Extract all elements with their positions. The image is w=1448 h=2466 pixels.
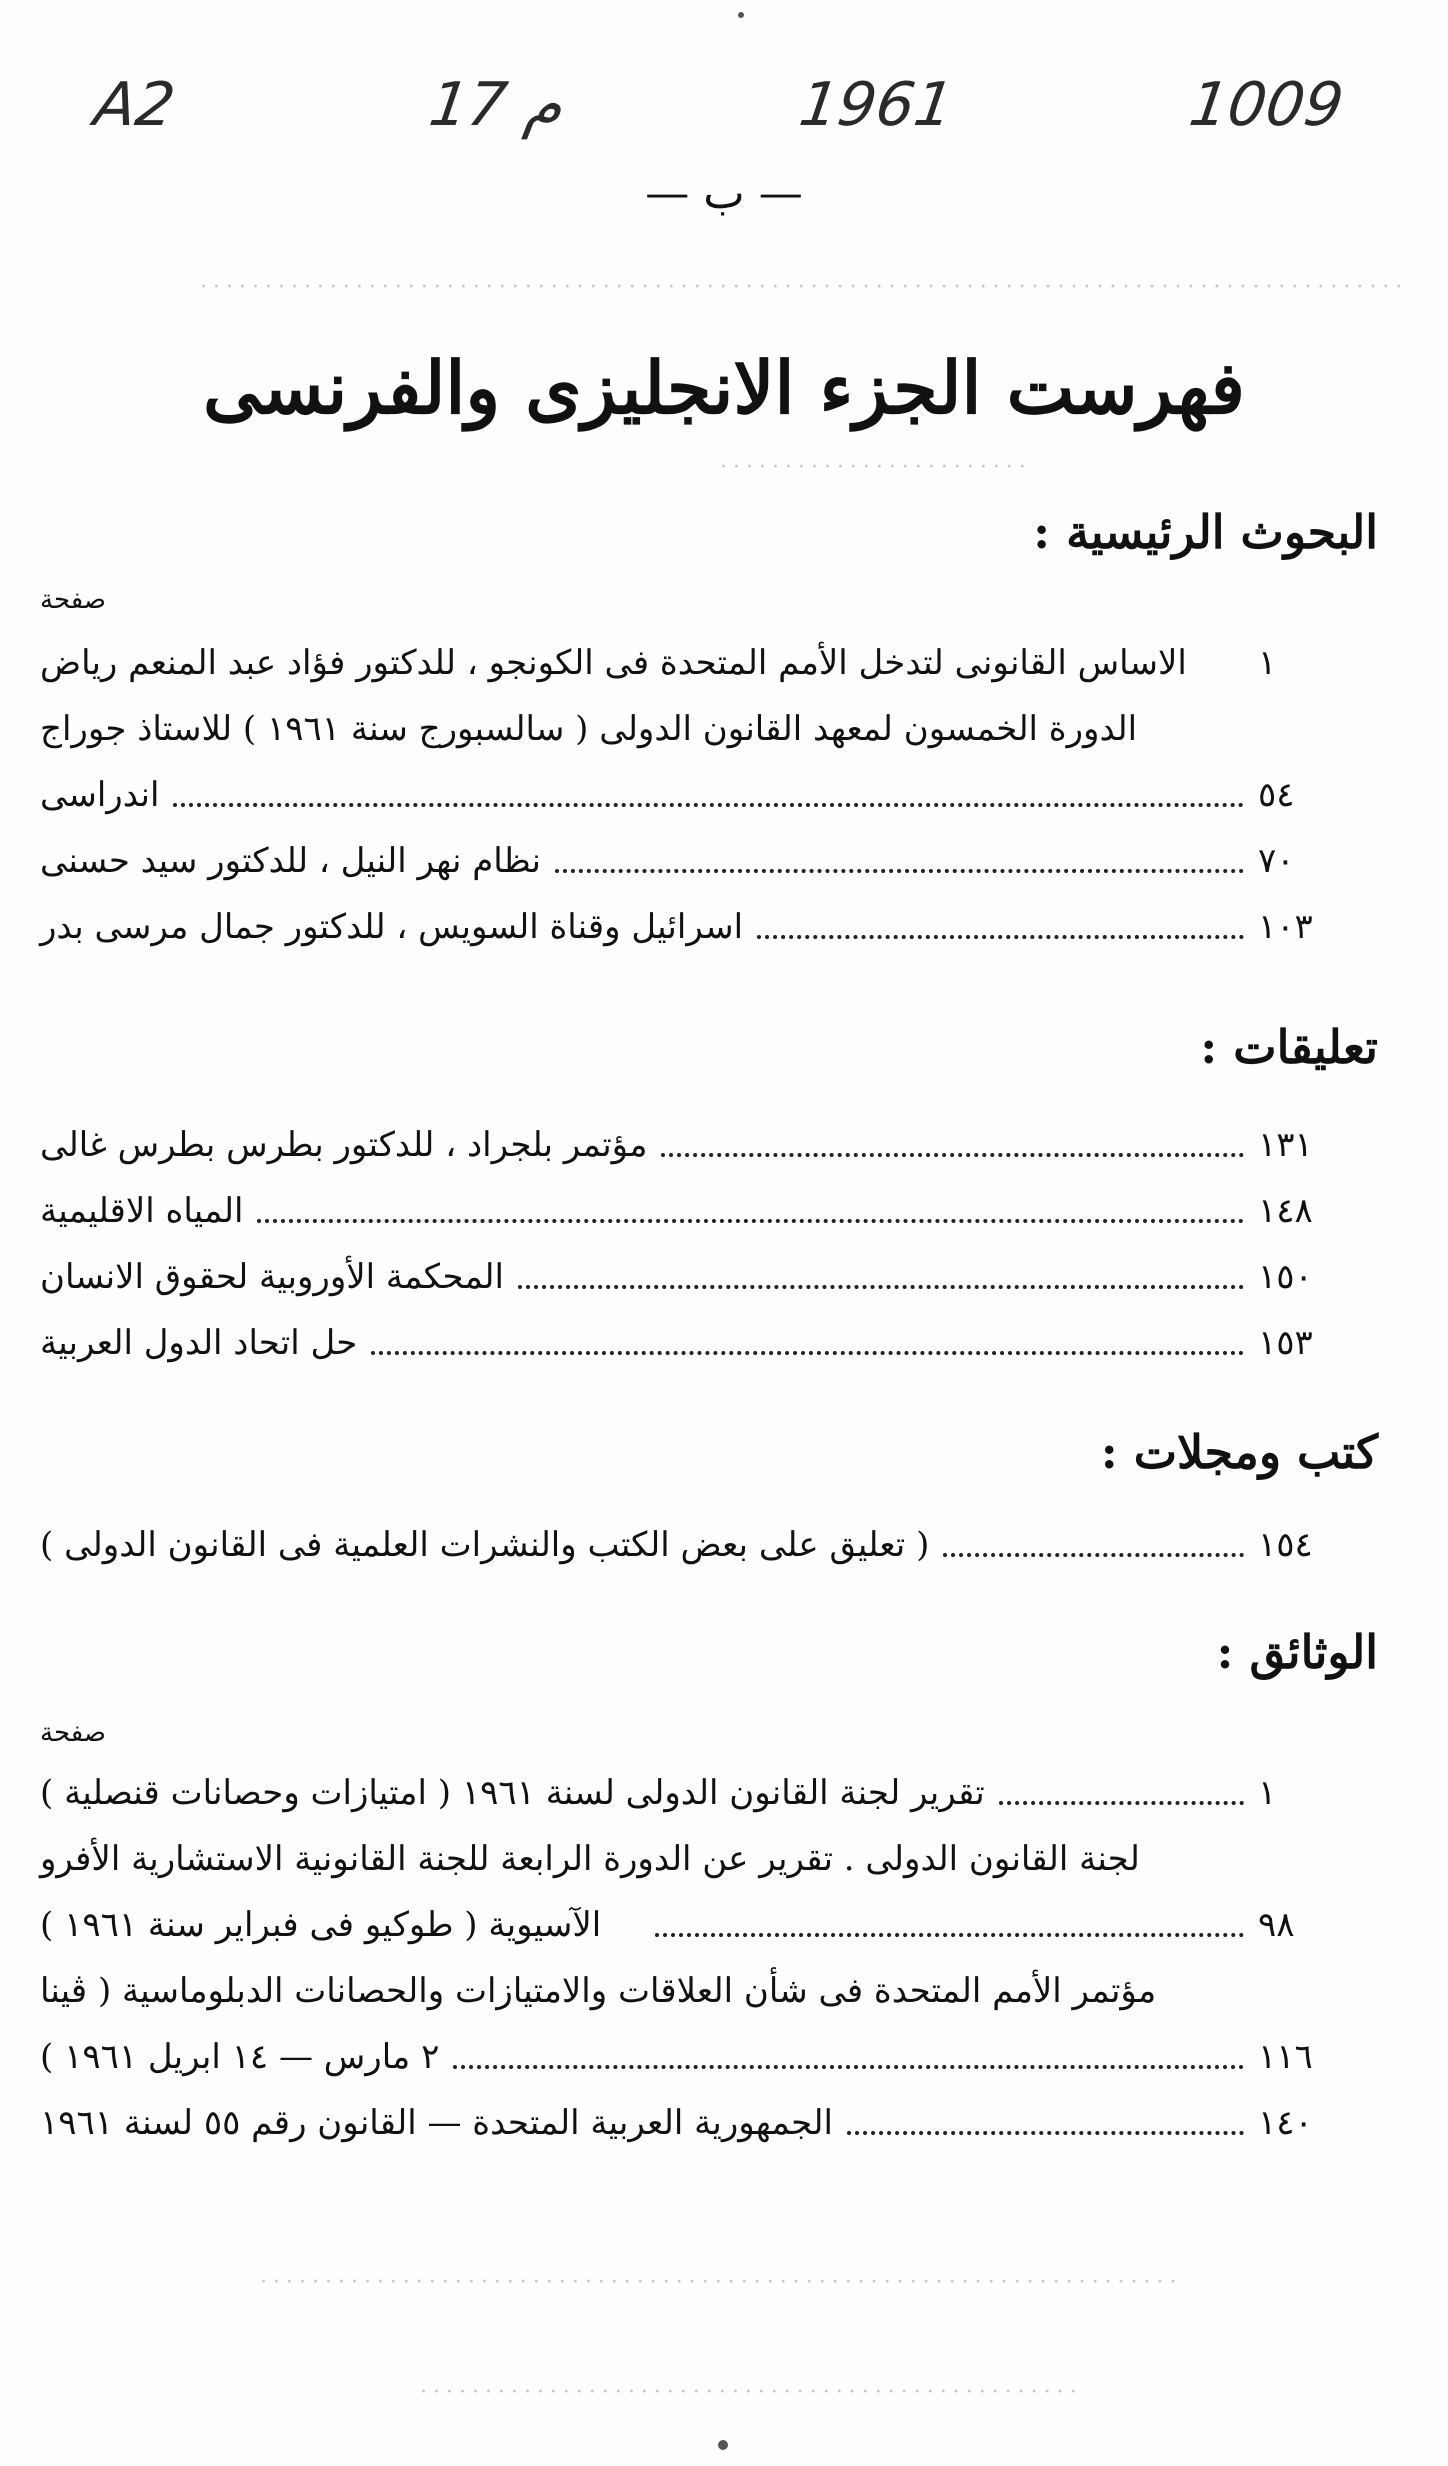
dot-leader	[661, 1153, 1244, 1157]
dot-leader	[453, 2065, 1244, 2069]
dot-leader	[555, 869, 1244, 873]
section-heading-books: كتب ومجلات :	[1100, 1425, 1378, 1479]
entry-page: ١٣١	[1258, 1125, 1313, 1165]
scan-bleed-line: ························	[720, 455, 1032, 480]
handwritten-code: A2	[90, 70, 180, 140]
entry-title: المياه الاقليمية	[40, 1191, 244, 1231]
scan-bleed-line: ·····························································································	[200, 275, 1409, 300]
entry-title: حل اتحاد الدول العربية	[40, 1323, 358, 1363]
section-heading-documents: الوثائق :	[1216, 1625, 1378, 1679]
document-entries	[40, 1760, 1378, 2156]
entry-title: الاساس القانونى لتدخل الأمم المتحدة فى الكونجو ، للدكتور فؤاد عبد المنعم رياض	[40, 643, 1187, 683]
toc-entry	[40, 1958, 1378, 2024]
entry-page: ٩٨	[1258, 1905, 1295, 1945]
dot-leader	[943, 1553, 1244, 1557]
toc-entry	[40, 1760, 1378, 1826]
toc-entry	[40, 1178, 1378, 1244]
entry-page: ١٥٣	[1258, 1323, 1313, 1363]
entry-title: الآسيوية ( طوكيو فى فبراير سنة ١٩٦١ )	[40, 1905, 602, 1945]
toc-entry	[40, 696, 1378, 762]
dot-leader	[757, 935, 1244, 939]
page-column-label: صفحة	[40, 1718, 106, 1748]
scan-bleed-line: ·······································································	[260, 2270, 1183, 2295]
book-entries	[40, 1512, 1378, 1578]
entry-title: لجنة القانون الدولى . تقرير عن الدورة الرابعة للجنة القانونية الاستشارية الأفرو	[40, 1839, 1140, 1879]
entry-page: ٥٤	[1258, 775, 1295, 815]
toc-entry	[40, 2024, 1378, 2090]
entry-title: الجمهورية العربية المتحدة — القانون رقم ٥٥ لسنة ١٩٦١	[40, 2103, 833, 2143]
entry-title: مؤتمر الأمم المتحدة فى شأن العلاقات والامتيازات والحصانات الدبلوماسية ( ڤينا	[40, 1971, 1157, 2011]
entry-title: الدورة الخمسون لمعهد القانون الدولى ( سالسبورج سنة ١٩٦١ ) للاستاذ جوراج	[40, 709, 1138, 749]
dot-leader	[847, 2131, 1244, 2135]
toc-entry	[40, 1310, 1378, 1376]
toc-entry	[40, 1512, 1378, 1578]
section-heading-comments: تعليقات :	[1200, 1020, 1378, 1074]
entry-page: ١٥٤	[1258, 1525, 1313, 1565]
toc-entry	[40, 828, 1378, 894]
entry-title: المحكمة الأوروبية لحقوق الانسان	[40, 1257, 504, 1297]
entry-title: ٢ مارس — ١٤ ابريل ١٩٦١ )	[40, 2037, 440, 2077]
entry-title: تقرير لجنة القانون الدولى لسنة ١٩٦١ ( امتيازات وحصانات قنصلية )	[40, 1773, 985, 1813]
dot-leader	[518, 1285, 1244, 1289]
toc-entry	[40, 1244, 1378, 1310]
handwritten-year: 1961	[795, 70, 958, 140]
research-entries	[40, 630, 1378, 960]
handwritten-number: 1009	[1185, 70, 1348, 140]
entry-page: ١٥٠	[1258, 1257, 1313, 1297]
entry-page: ١	[1258, 1773, 1277, 1813]
toc-entry	[40, 630, 1378, 696]
toc-entry	[40, 2090, 1378, 2156]
scan-speck	[738, 12, 744, 18]
toc-entry	[40, 1112, 1378, 1178]
entry-title: نظام نهر النيل ، للدكتور سيد حسنى	[40, 841, 541, 881]
entry-title: مؤتمر بلجراد ، للدكتور بطرس بطرس غالى	[40, 1125, 648, 1165]
toc-entry	[40, 1826, 1378, 1892]
dot-leader	[371, 1351, 1244, 1355]
entry-page: ١	[1258, 643, 1277, 683]
entry-title: ( تعليق على بعض الكتب والنشرات العلمية فى القانون الدولى )	[40, 1525, 930, 1565]
entry-page: ١٤٨	[1258, 1191, 1313, 1231]
page-title: فهرست الجزء الانجليزى والفرنسى	[203, 345, 1245, 430]
page-column-label: صفحة	[40, 585, 106, 615]
entry-page: ٧٠	[1258, 841, 1295, 881]
toc-entry	[40, 894, 1378, 960]
section-heading-research: البحوث الرئيسية :	[1033, 505, 1378, 559]
handwritten-issue: 17 م	[425, 70, 568, 140]
dot-leader	[999, 1801, 1244, 1805]
dot-leader	[655, 1933, 1244, 1937]
scan-speck	[718, 2440, 728, 2450]
dot-leader	[257, 1219, 1244, 1223]
entry-page: ١٤٠	[1258, 2103, 1313, 2143]
dot-leader	[173, 803, 1244, 807]
toc-entry	[40, 762, 1378, 828]
entry-page: ١١٦	[1258, 2037, 1313, 2077]
page-letter: — ب —	[645, 168, 803, 219]
entry-title: اسرائيل وقناة السويس ، للدكتور جمال مرسى بدر	[40, 907, 744, 947]
entry-page: ١٠٣	[1258, 907, 1313, 947]
comment-entries	[40, 1112, 1378, 1376]
scan-bleed-line: ···················································	[420, 2380, 1083, 2405]
entry-title: اندراسى	[40, 775, 160, 815]
toc-entry	[40, 1892, 1378, 1958]
